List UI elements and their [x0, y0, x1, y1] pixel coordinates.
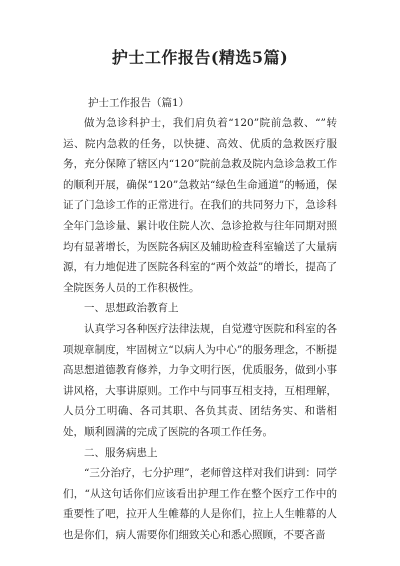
section-subtitle: 护士工作报告（篇1）: [88, 97, 190, 109]
document-title: 护士工作报告(精选5篇): [111, 48, 289, 67]
paragraph-service: “三分治疗，七分护理”，老师曾这样对我们讲到：同学们，“从这句话你们应该看出护理工作在整个医疗工作中的重要性了吧，拉开人生帷幕的人是你们，拉上人生帷幕的人也是你们，病人需要你们细致关心和悉心照顾，不要吝啬: [63, 467, 337, 541]
heading-ideology: 一、思想政治教育上: [84, 302, 179, 315]
document-body: [63, 113, 337, 545]
paragraph-intro: 做为急诊科护士，我们肩负着“120”院前急救、“”转运、院内急救的任务，以快捷、高效、优质的急救医疗服务，充分保障了辖区内“120”院前急救及院内急诊急救工作的顺利开展，确保“120”急救站“绿色生命通道”的畅通，保证了门急诊工作的正常进行。在我们的共同努力下，急诊科全年门急诊量、累计收住院人次、急诊抢救与往年同期对照均有显著增长，为医院各病区及辅助检查科室输送了大量病源，有力地促进了医院各科室的“两个效益”的增长，提高了全院医务人员的工作积极性。: [63, 117, 337, 294]
paragraph-ideology: 认真学习各种医疗法律法规，自觉遵守医院和科室的各项规章制度，牢固树立“以病人为中心”的服务理念，不断提高思想道德教育修养，力争文明行医，优质服务，做到小事讲风格，大事讲原则。工作中与同事互相支持，互相理解，人员分工明确、各司其职、各负其责、团结务实、和谐相处，顺利圆满的完成了医院的各项工作任务。: [63, 322, 337, 438]
heading-service: 二、服务病患上: [84, 446, 158, 459]
